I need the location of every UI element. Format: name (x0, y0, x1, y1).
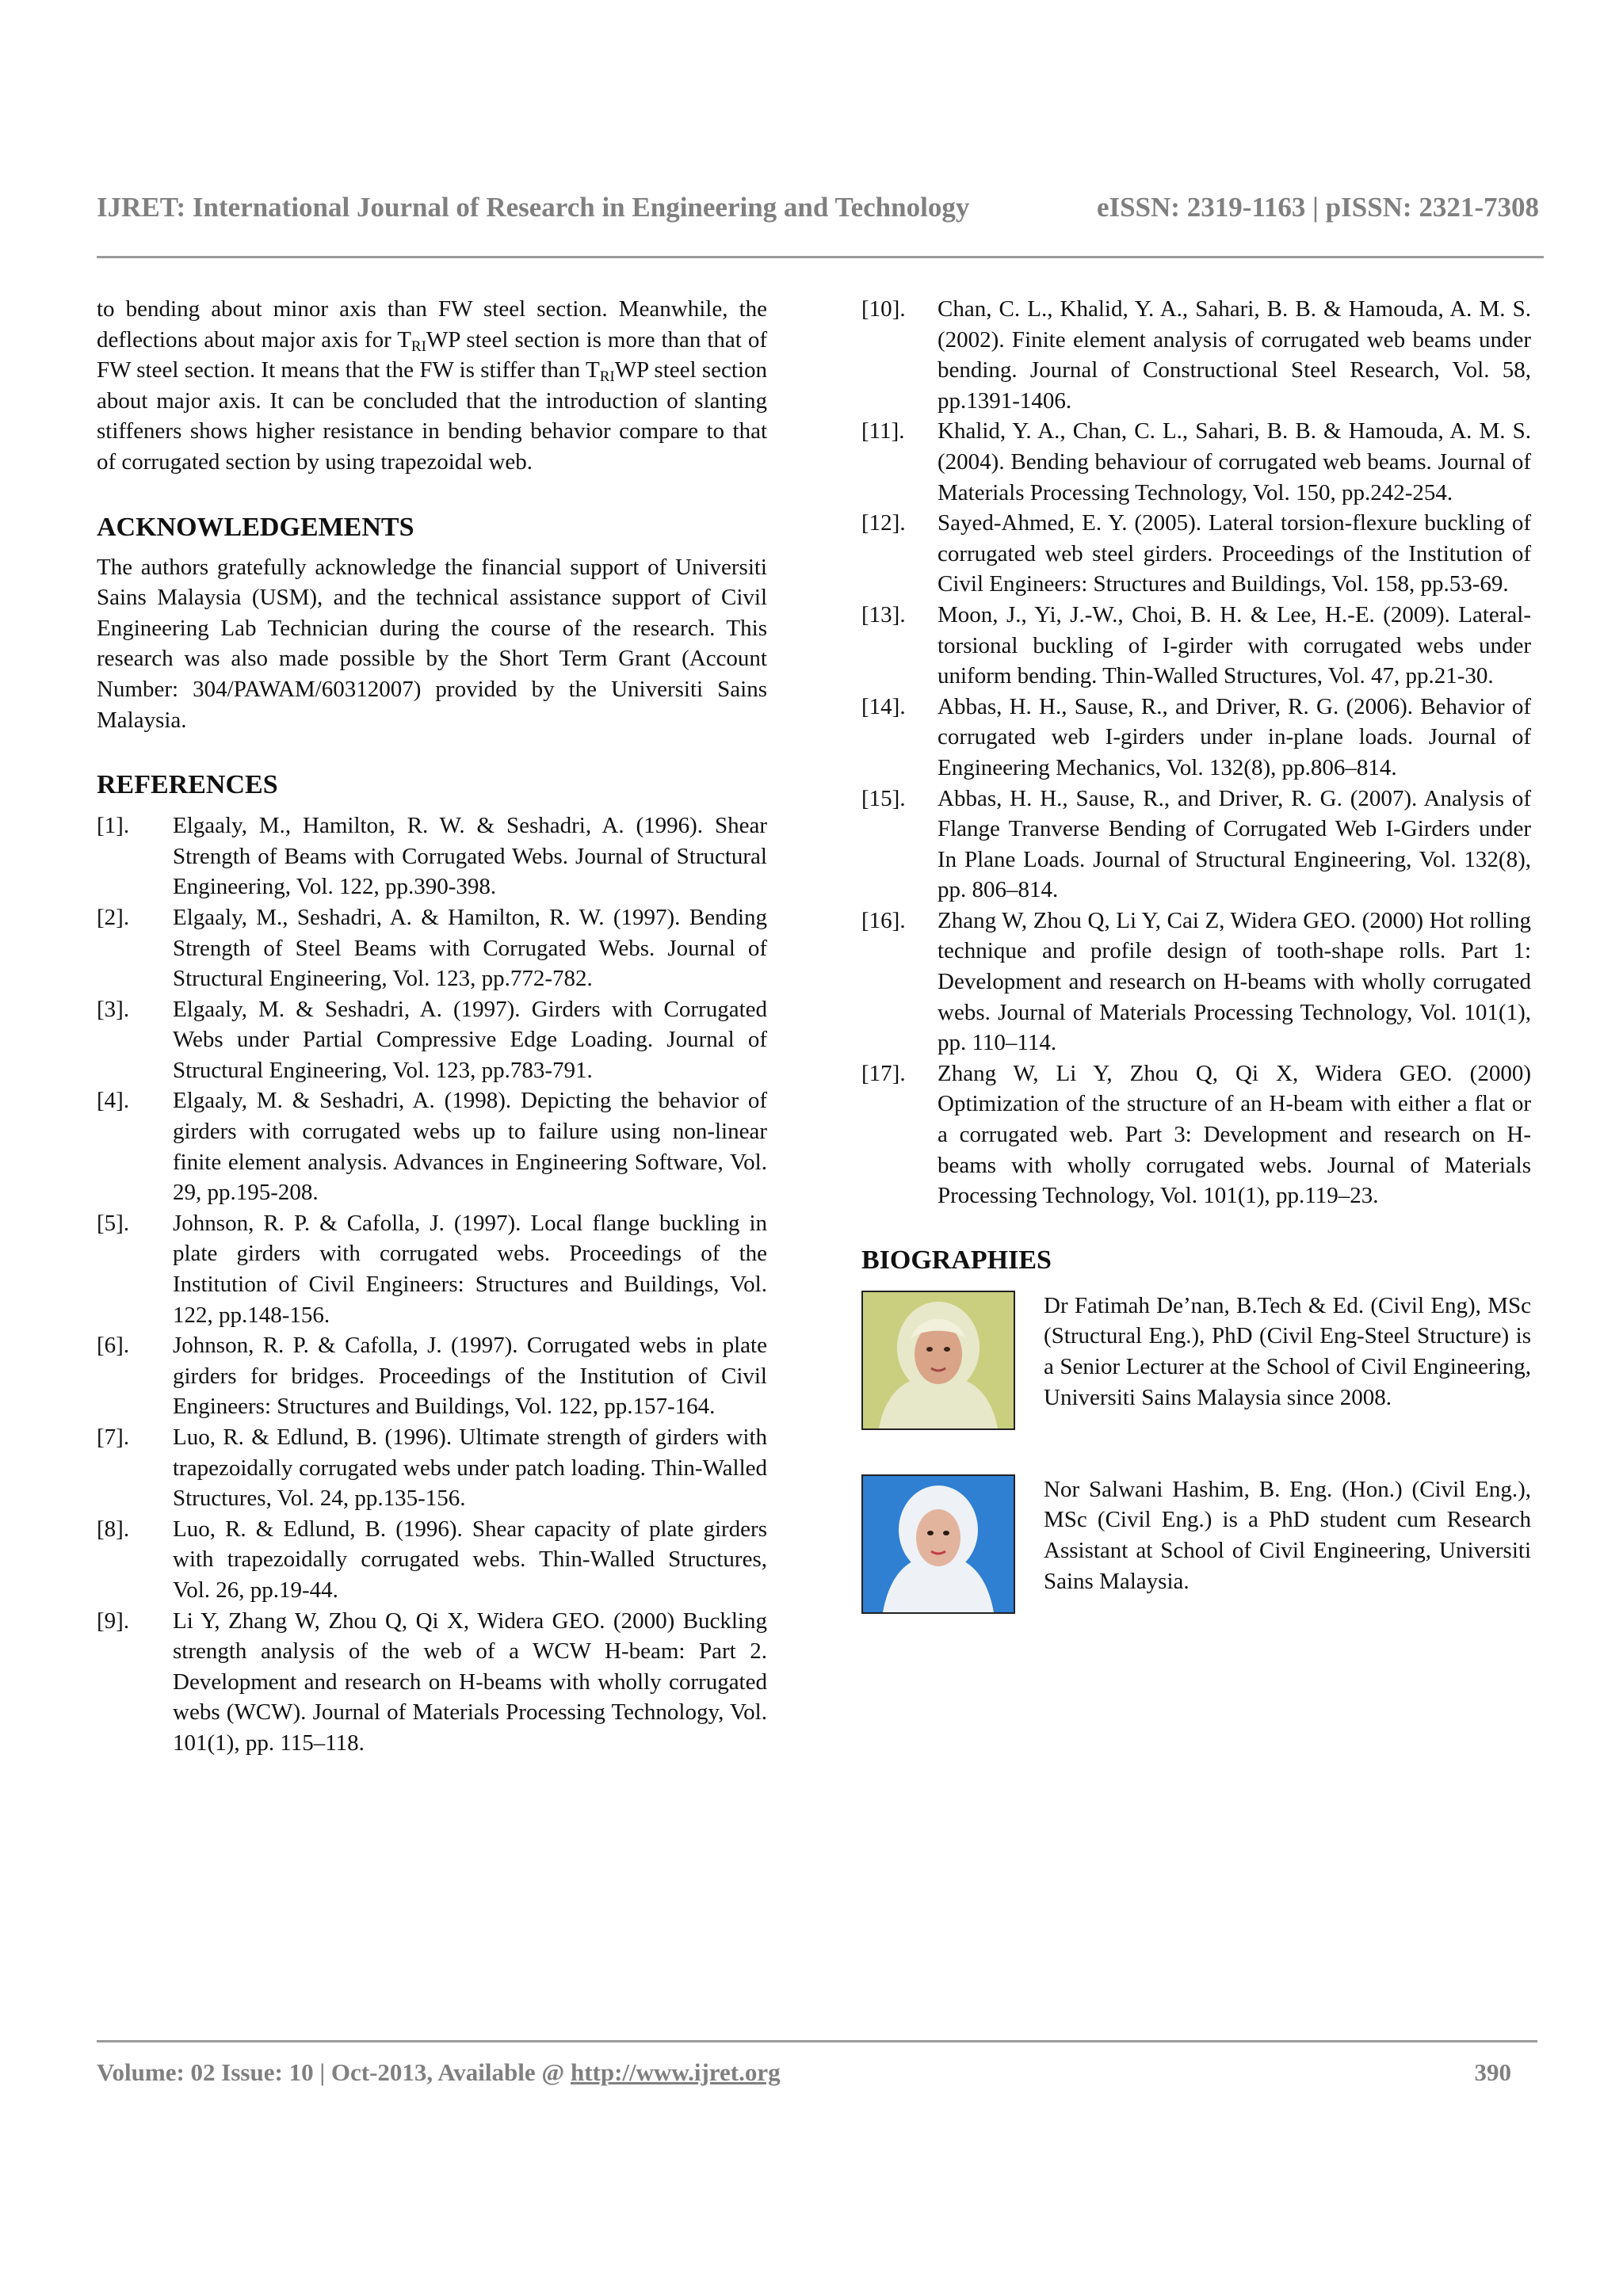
footer-volume: Volume: 02 Issue: 10 | Oct-2013, Available @ http://www.ijret.org (97, 2058, 781, 2086)
reference-item: [15]. Abbas, H. H., Sause, R., and Driver, R. G. (2007). Analysis of Flange Tranverse Bending of Corrugated Web I-Girders under In Plane Loads. Journal of Structural Engineering, Vol. 132(8), pp. 806–814. (861, 785, 1531, 903)
reference-list-left (97, 810, 767, 1758)
biography-text: Nor Salwani Hashim, B. Eng. (Hon.) (Civil Eng.), MSc (Civil Eng.) is a PhD student cum Research Assistant at School of Civil Engineering, Universiti Sains Malaysia. (1044, 1476, 1531, 1594)
reference-item: [4]. Elgaaly, M. & Seshadri, A. (1998). Depicting the behavior of girders with corrugated webs up to failure using non-linear finite element analysis. Advances in Engineering Software, Vol. 29, pp.195-208. (97, 1088, 767, 1206)
acknowledgements-heading: ACKNOWLEDGEMENTS (97, 512, 414, 542)
reference-item: [3]. Elgaaly, M. & Seshadri, A. (1997). Girders with Corrugated Webs under Partial Compressive Edge Loading. Journal of Structural Engineering, Vol. 123, pp.783-791. (97, 996, 767, 1083)
biographies-heading: BIOGRAPHIES (861, 1245, 1052, 1275)
reference-item: [2]. Elgaaly, M., Seshadri, A. & Hamilton, R. W. (1997). Bending Strength of Steel Beams with Corrugated Webs. Journal of Structural Engineering, Vol. 123, pp.772-782. (97, 904, 767, 992)
acknowledgements-text: The authors gratefully acknowledge the financial support of Universiti Sains Malaysia (USM), and the technical assistance support of Civil Engineering Lab Technician during the course of the research. This research was also made possible by the Short Term Grant (Account Number: 304/PAWAM/60312007) provided by the Universiti Sains Malaysia. (97, 554, 767, 733)
reference-item: [1]. Elgaaly, M., Hamilton, R. W. & Seshadri, A. (1996). Shear Strength of Beams with Corrugated Webs. Journal of Structural Engineering, Vol. 122, pp.390-398. (97, 813, 767, 900)
reference-item: [13]. Moon, J., Yi, J.-W., Choi, B. H. & Lee, H.-E. (2009). Lateral-torsional buckling of I-girder with corrugated webs under uniform bending. Thin-Walled Structures, Vol. 47, pp.21-30. (861, 601, 1531, 689)
reference-item: [17]. Zhang W, Li Y, Zhou Q, Qi X, Widera GEO. (2000) Optimization of the structure of an H-beam with either a flat or a corrugated web. Part 3: Development and research on H-beams with wholly corrugated webs. Journal of Materials Processing Technology, Vol. 101(1), pp.119–23. (861, 1060, 1531, 1209)
journal-url-link[interactable]: http://www.ijret.org (570, 2058, 781, 2086)
reference-list-right (861, 294, 1531, 1211)
footer-rule (97, 2040, 1537, 2042)
references-heading: REFERENCES (97, 770, 278, 800)
running-header (97, 192, 1539, 236)
journal-name: IJRET: International Journal of Research in Engineering and Technology (97, 192, 970, 223)
reference-item: [7]. Luo, R. & Edlund, B. (1996). Ultimate strength of girders with trapezoidally corrugated webs under patch loading. Thin-Walled Structures, Vol. 24, pp.135-156. (97, 1425, 767, 1512)
issn-numbers: eISSN: 2319-1163 | pISSN: 2321-7308 (1096, 192, 1539, 223)
author-photo (861, 1474, 1015, 1614)
reference-item: [6]. Johnson, R. P. & Cafolla, J. (1997). Corrugated webs in plate girders for bridges. Proceedings of the Institution of Civil Engineers: Structures and Buildings, Vol. 122, pp.157-164. (97, 1333, 767, 1420)
reference-item: [16]. Zhang W, Zhou Q, Li Y, Cai Z, Widera GEO. (2000) Hot rolling technique and profile design of tooth-shape rolls. Part 1: Development and research on H-beams with wholly corrugated webs. Journal of Materials Processing Technology, Vol. 101(1), pp. 110–114. (861, 907, 1531, 1056)
reference-item: [11]. Khalid, Y. A., Chan, C. L., Sahari, B. B. & Hamouda, A. M. S. (2004). Bending behaviour of corrugated web beams. Journal of Materials Processing Technology, Vol. 150, pp.242-254. (861, 418, 1531, 505)
author-photo (861, 1291, 1015, 1430)
left-column (97, 294, 767, 1759)
portrait-image (863, 1292, 1014, 1428)
reference-item: [9]. Li Y, Zhang W, Zhou Q, Qi X, Widera GEO. (2000) Buckling strength analysis of the web of a WCW H-beam: Part 2. Development and research on H-beams with wholly corrugated webs (WCW). Journal of Materials Processing Technology, Vol. 101(1), pp. 115–118. (97, 1608, 767, 1756)
page-number: 390 (1474, 2058, 1511, 2086)
reference-item: [12]. Sayed-Ahmed, E. Y. (2005). Lateral torsion-flexure buckling of corrugated web steel girders. Proceedings of the Institution of Civil Engineers: Structures and Buildings, Vol. 158, pp.53-69. (861, 510, 1531, 597)
reference-item: [5]. Johnson, R. P. & Cafolla, J. (1997). Local flange buckling in plate girders with corrugated webs. Proceedings of the Institution of Civil Engineers: Structures and Buildings, Vol. 122, pp.148-156. (97, 1210, 767, 1328)
reference-item: [8]. Luo, R. & Edlund, B. (1996). Shear capacity of plate girders with trapezoidally corrugated webs. Thin-Walled Structures, Vol. 26, pp.19-44. (97, 1516, 767, 1603)
biography-text: Dr Fatimah De’nan, B.Tech & Ed. (Civil Eng), MSc (Structural Eng.), PhD (Civil Eng-Steel Structure) is a Senior Lecturer at the School of Civil Engineering, Universiti Sains Malaysia since 2008. (1044, 1292, 1531, 1410)
header-rule (97, 256, 1544, 258)
running-footer (97, 2058, 1511, 2098)
biography-entry (861, 1291, 1531, 1446)
reference-item: [14]. Abbas, H. H., Sause, R., and Driver, R. G. (2006). Behavior of corrugated web I-girders under in-plane loads. Journal of Engineering Mechanics, Vol. 132(8), pp.806–814. (861, 693, 1531, 780)
biography-entry (861, 1474, 1531, 1630)
conclusion-paragraph: to bending about minor axis than FW steel section. Meanwhile, the deflections about major axis for $T_{RI}WP$ steel section is more than that of FW steel section. It means that the FW is stiffer than $T_{RI}WP$ steel section about major axis. It can be concluded that the introduction of slanting stiffeners shows higher resistance in bending behavior compare to that of corrugated section by using trapezoidal web. (97, 296, 767, 475)
reference-item: [10]. Chan, C. L., Khalid, Y. A., Sahari, B. B. & Hamouda, A. M. S. (2002). Finite element analysis of corrugated web beams under bending. Journal of Constructional Steel Research, Vol. 58, pp.1391-1406. (861, 296, 1531, 414)
right-column (861, 294, 1531, 1630)
portrait-image (863, 1476, 1014, 1612)
